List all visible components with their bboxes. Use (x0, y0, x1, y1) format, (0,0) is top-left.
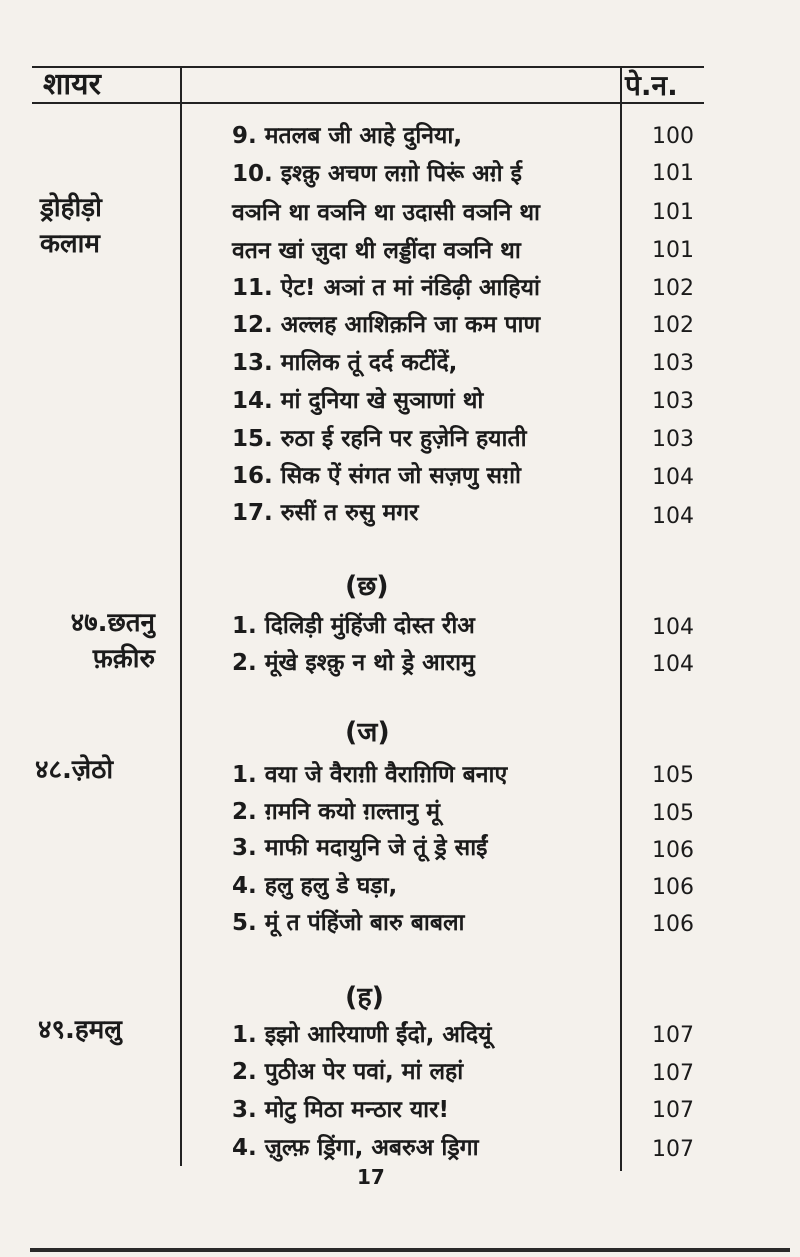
table-top-rule (32, 66, 704, 68)
poem-title: 2. पुठीअ पेर पवां, मां लहां (232, 1059, 464, 1085)
poem-title: 16. सिक ऐं संगत जो सज़णु सग़ो (232, 463, 522, 489)
poem-title: 1. दिलिड़ी मुंहिंजी दोस्त रीअ (232, 613, 475, 639)
poem-page: 106 (652, 912, 694, 937)
poem-page: 104 (652, 465, 694, 490)
poem-title: 12. अल्लह आशिक़नि जा कम पाण (232, 312, 541, 338)
poem-page: 105 (652, 801, 694, 826)
poem-page: 104 (652, 652, 694, 677)
poem-title: 5. मूं त पंहिंजो बारु बाबला (232, 910, 465, 936)
poem-title: 4. ज़ुल्फ़ ड्रिंगा, अबरुअ ड्रिगा (232, 1135, 479, 1161)
poem-page: 104 (652, 615, 694, 640)
bottom-page-edge (30, 1248, 790, 1252)
poem-page: 102 (652, 313, 694, 338)
poet-name: ४८.ज़ेठो (35, 755, 114, 785)
poem-title: 14. मां दुनिया खे सुञाणां थो (232, 388, 484, 414)
poem-page: 107 (652, 1061, 694, 1086)
poem-page: 101 (652, 200, 694, 225)
poem-title: 3. माफी मदायुनि जे तूं ड्रे साईं (232, 835, 488, 861)
page-number: 17 (357, 1165, 385, 1189)
poem-page: 101 (652, 238, 694, 263)
poem-title: 17. रुसीं त रुसु मगर (232, 500, 419, 526)
poet-name: ड्रोहीड़ो कलाम (40, 193, 102, 259)
poem-page: 103 (652, 427, 694, 452)
poem-page: 107 (652, 1137, 694, 1162)
poem-page: 105 (652, 763, 694, 788)
poem-title: 2. मूंखे इश्क़ु न थो ड्रे आरामु (232, 650, 475, 676)
poem-page: 106 (652, 875, 694, 900)
poet-name: ४९.हमलु (38, 1015, 122, 1045)
poem-title: 2. ग़मनि कयो ग़ल्तानु मूं (232, 799, 440, 825)
poem-page: 103 (652, 351, 694, 376)
poem-page: 107 (652, 1023, 694, 1048)
header-poet: शायर (43, 67, 101, 102)
poem-title: 4. हलु हलु डे घड़ा, (232, 873, 398, 899)
poem-page: 102 (652, 276, 694, 301)
poem-page: 106 (652, 838, 694, 863)
poem-title: 15. रुठा ई रहनि पर हुज़ेनि हयाती (232, 426, 527, 452)
poem-page: 104 (652, 504, 694, 529)
poem-title: 1. इझो आरियाणी ईंदो, अदियूं (232, 1022, 492, 1048)
poem-page: 100 (652, 124, 694, 149)
poem-title: 10. इश्क़ु अचण लग़ो पिरूं अग़े ई (232, 161, 522, 187)
section-heading: (ज) (345, 717, 390, 748)
column-divider-right (620, 66, 622, 1171)
poem-page: 107 (652, 1098, 694, 1123)
column-divider-left (180, 66, 182, 1166)
header-page-number: पे.न. (625, 69, 678, 102)
section-heading: (ह) (345, 982, 385, 1013)
poet-name: ४७.छतनु फ़क़ीरु (70, 608, 155, 674)
table-header-rule (32, 102, 704, 104)
poem-title: 13. मालिक तूं दर्द कटींदें, (232, 350, 458, 376)
poem-title: वञनि था वञनि था उदासी वञनि था (232, 200, 541, 226)
section-heading: (छ) (345, 571, 389, 602)
poem-page: 103 (652, 389, 694, 414)
poem-title: 11. ऐट! अञां त मां नंडिढ़ी आहियां (232, 275, 540, 301)
poem-title: 3. मोटु मिठा मन्ठार यार! (232, 1097, 450, 1123)
poem-title: 9. मतलब जी आहे दुनिया, (232, 123, 463, 149)
poem-page: 101 (652, 161, 694, 186)
poem-title: वतन खां ज़ुदा थी लड्डींदा वञनि था (232, 238, 521, 264)
poem-title: 1. वया जे वैराग़ी वैराग़िणि बनाए (232, 762, 508, 788)
